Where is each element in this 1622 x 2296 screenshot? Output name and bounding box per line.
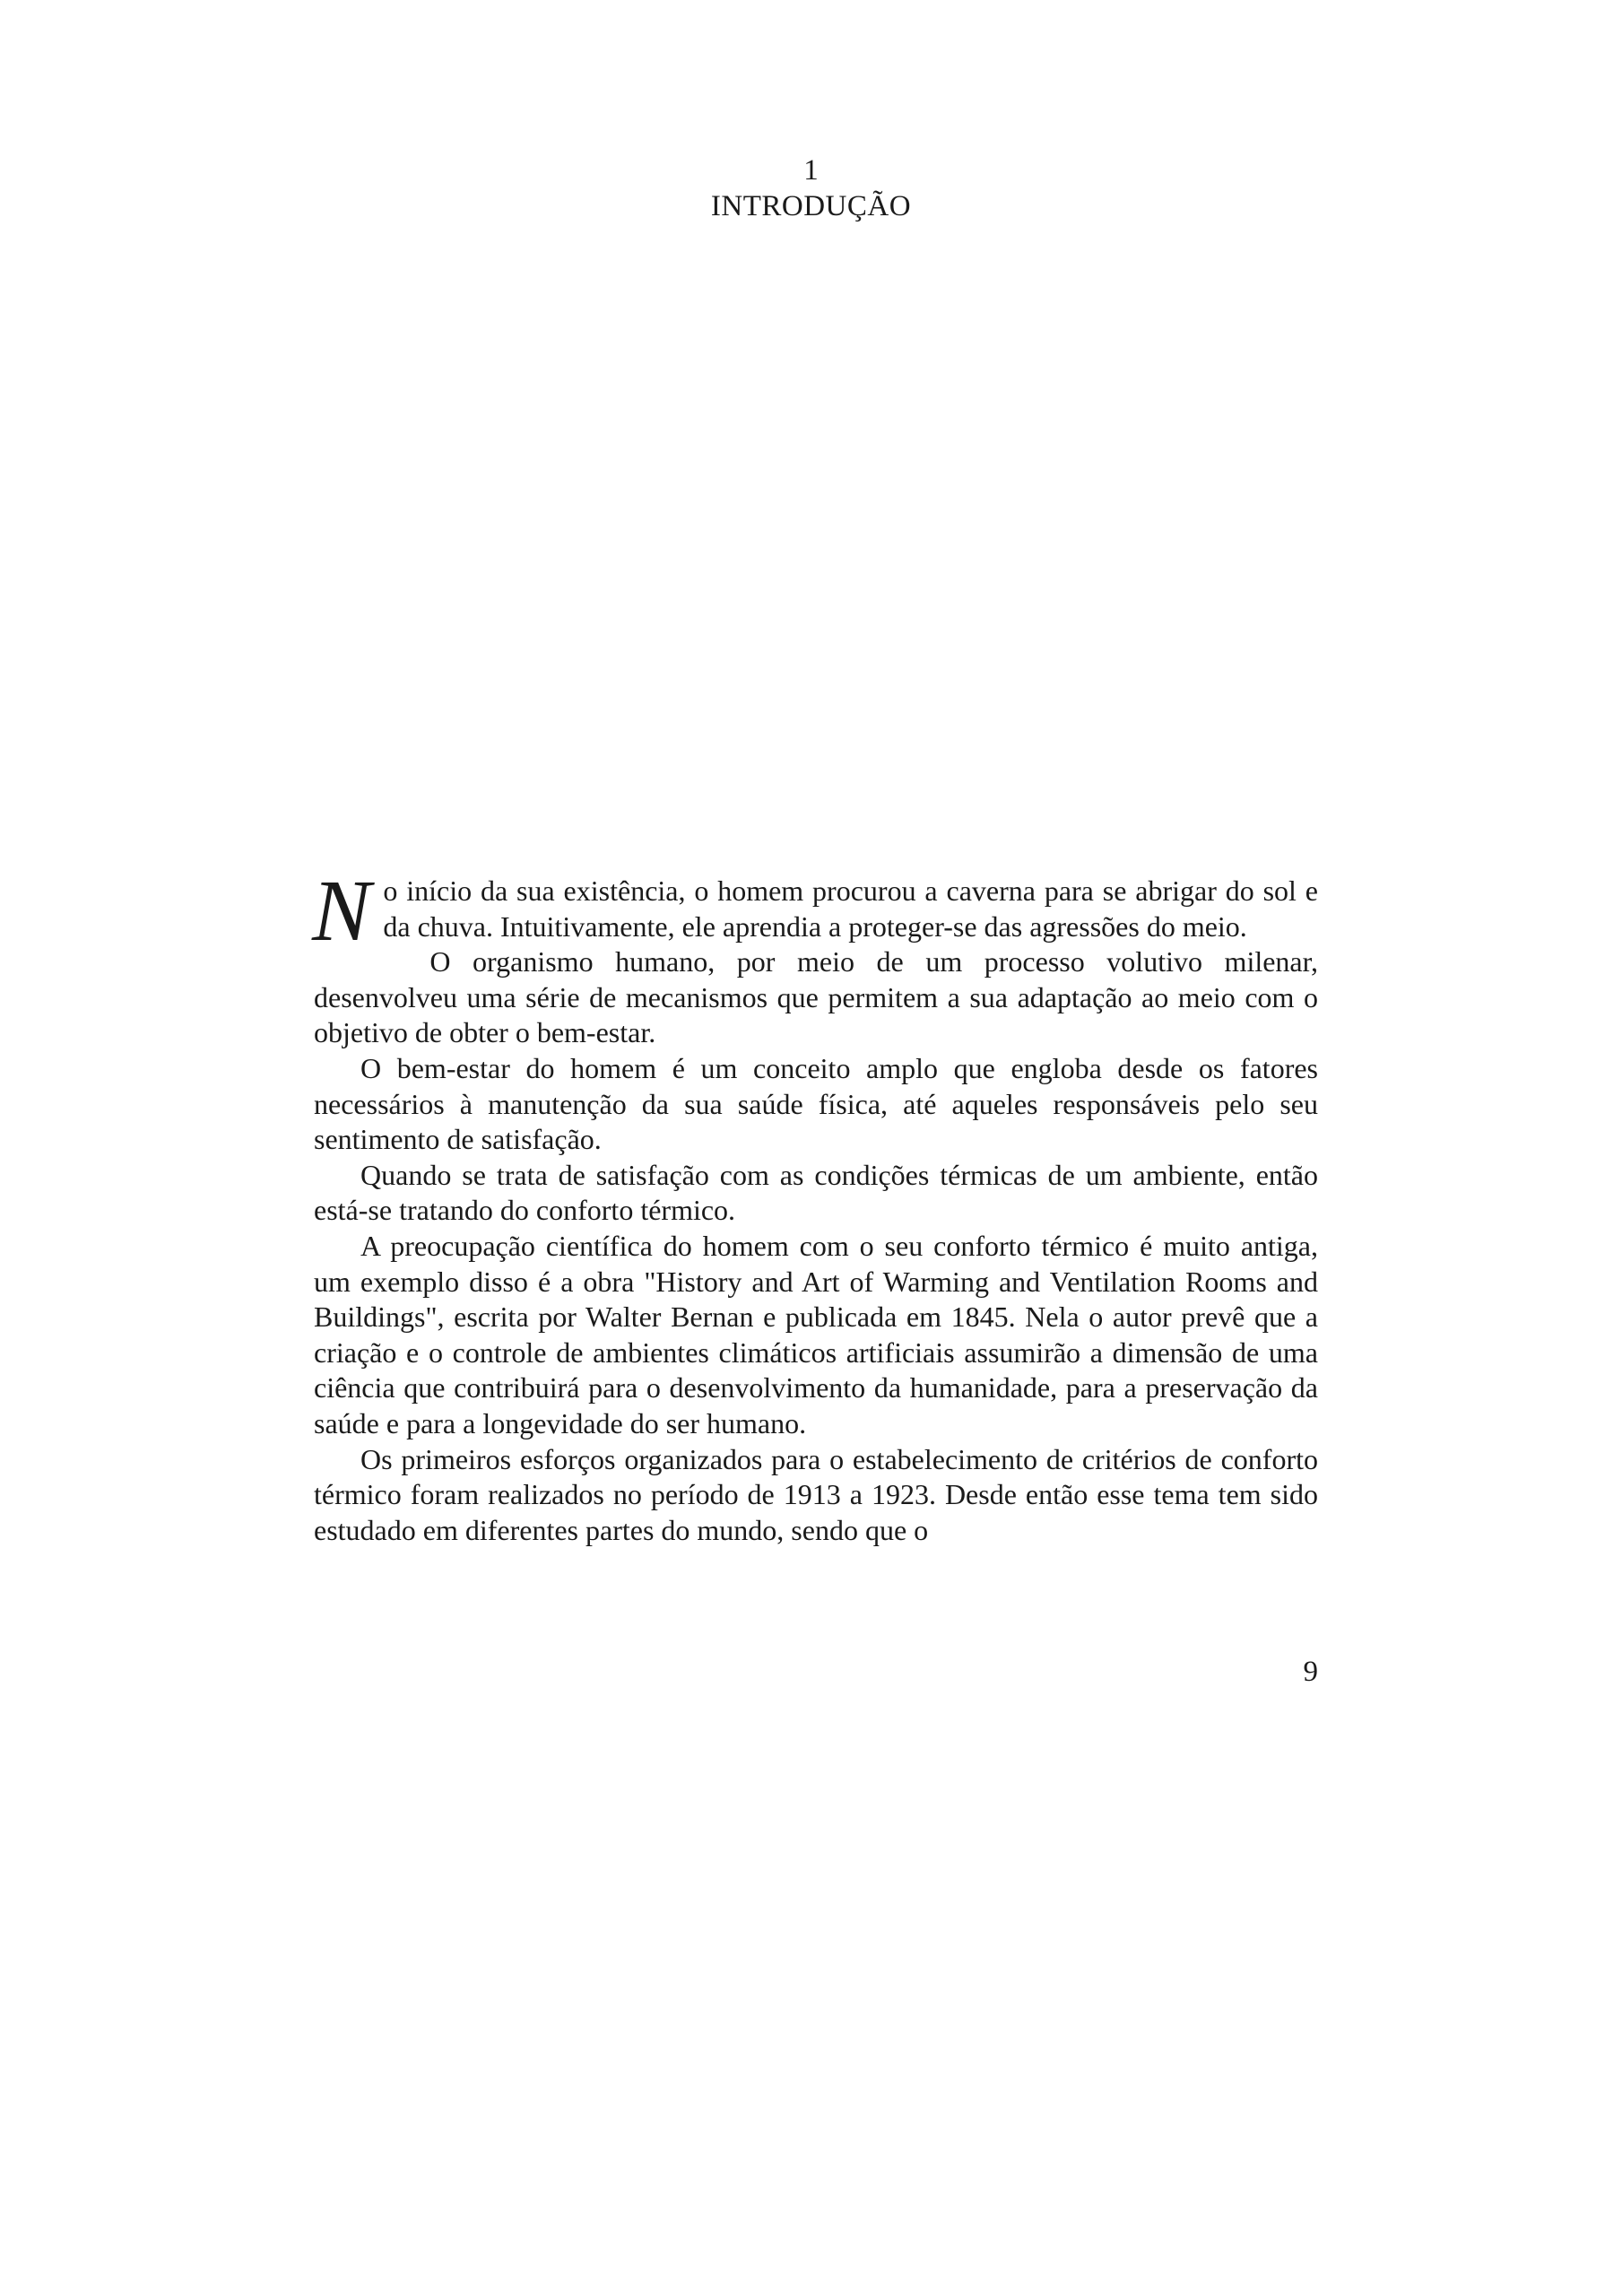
drop-cap: N bbox=[312, 863, 371, 960]
paragraph-2: O organismo humano, por meio de um processo volutivo milenar, desenvolveu uma série de mecanismos que permitem a sua adaptação ao meio com o objetivo de obter o bem-estar. bbox=[314, 945, 1318, 1049]
paragraph-1 bbox=[312, 863, 1318, 960]
page-number: 9 bbox=[1303, 1656, 1318, 1688]
body-text bbox=[312, 863, 1318, 1548]
paragraph-3: O bem-estar do homem é um conceito amplo que engloba desde os fatores necessários à manutenção da sua saúde física, até aqueles responsáveis pelo seu sentimento de satisfação. bbox=[314, 1051, 1318, 1156]
paragraph-6: Os primeiros esforços organizados para o estabelecimento de critérios de conforto térmico foram realizados no período de 1913 a 1923. Desde então esse tema tem sido estudado em diferentes partes do mundo, sendo que o bbox=[314, 1442, 1318, 1546]
paragraph-1-text: o início da sua existência, o homem procurou a caverna para se abrigar do sol e da chuva. Intuitivamente, ele aprendia a proteger-se das agressões do meio. bbox=[383, 874, 1318, 943]
chapter-number: 1 bbox=[803, 154, 819, 187]
paragraph-5: A preocupação científica do homem com o seu conforto térmico é muito antiga, um exemplo disso é a obra "History and Art of Warming and Ventilation Rooms and Buildings", escrita por Walter Bernan e publicada em 1845. Nela o autor prevê que a criação e o controle de ambientes climáticos artificiais assumirão a dimensão de uma ciência que contribuirá para o desenvolvimento da humanidade, para a preservação da saúde e para a longevidade do ser humano. bbox=[314, 1229, 1318, 1439]
chapter-title: INTRODUÇÃO bbox=[710, 190, 912, 222]
paragraph-4: Quando se trata de satisfação com as condições térmicas de um ambiente, então está-se tratando do conforto térmico. bbox=[314, 1158, 1318, 1227]
